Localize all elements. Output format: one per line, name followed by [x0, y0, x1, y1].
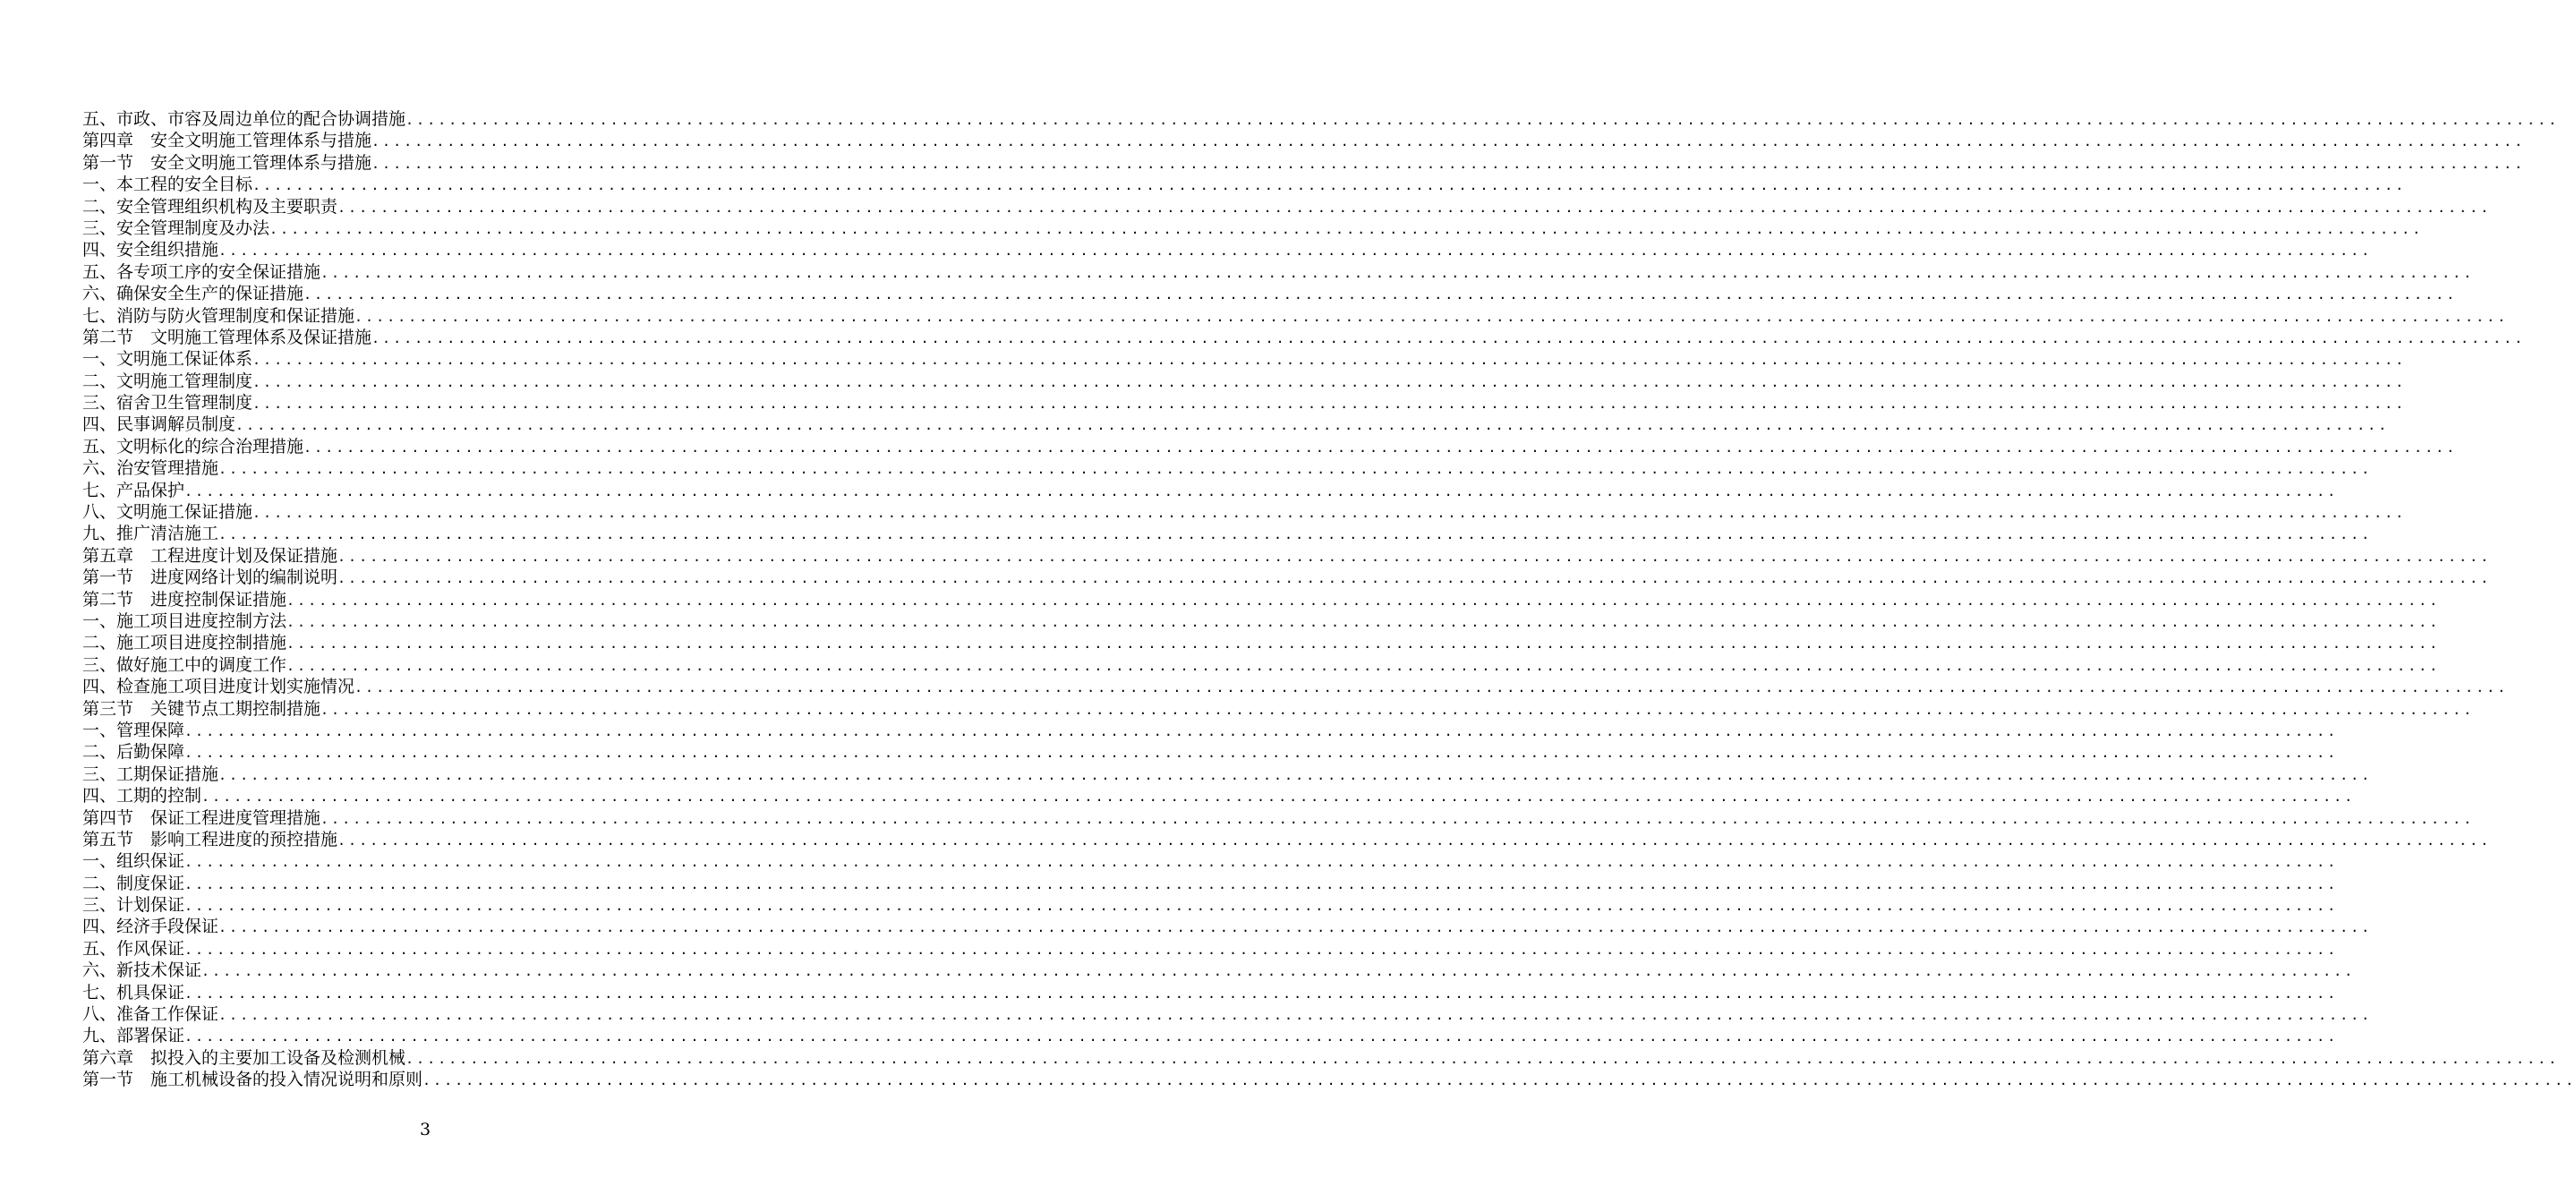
toc-entry	[82, 632, 2441, 653]
toc-dot-leader: ........................................................................................................................................................................................................	[320, 701, 2475, 718]
toc-entry	[82, 174, 2407, 195]
toc-entry-title: 第二节 进度控制保证措施	[82, 589, 287, 610]
toc-entry	[82, 392, 2407, 414]
toc-entry-title: 四、检查施工项目进度计划实施情况	[82, 677, 355, 697]
toc-entry-title: 二、制度保证	[82, 873, 185, 893]
toc-entry-title: 四、安全组织措施	[82, 240, 219, 260]
toc-entry-title: 四、民事调解员制度	[82, 414, 236, 435]
toc-entry	[82, 916, 2373, 937]
toc-dot-leader: ........................................................................................................................................................................................................	[252, 352, 2407, 369]
toc-entry	[82, 982, 2339, 1003]
toc-dot-leader: ........................................................................................................................................................................................................	[286, 613, 2441, 630]
toc-entry	[82, 545, 2492, 567]
page-number: 3	[419, 1120, 431, 1139]
toc-entry	[82, 850, 2339, 872]
toc-dot-leader: ........................................................................................................................................................................................................	[337, 570, 2492, 587]
toc-dot-leader: ........................................................................................................................................................................................................	[218, 461, 2373, 478]
toc-entry-title: 五、作风保证	[82, 938, 185, 959]
toc-entry-title: 一、文明施工保证体系	[82, 349, 253, 370]
toc-dot-leader: ........................................................................................................................................................................................................	[235, 417, 2390, 434]
toc-entry	[82, 676, 2509, 697]
toc-entry-title: 第一节 安全文明施工管理体系与措施	[82, 152, 372, 173]
toc-entry	[82, 305, 2509, 327]
toc-entry-title: 第六章 拟投入的主要加工设备及检测机械	[82, 1047, 406, 1068]
toc-dot-leader: ........................................................................................................................................................................................................	[303, 439, 2458, 456]
toc-entry	[82, 829, 2492, 850]
toc-entry-title: 三、安全管理制度及办法	[82, 218, 270, 238]
toc-entry-title: 三、宿舍卫生管理制度	[82, 393, 253, 414]
toc-entry-title: 第四节 保证工程进度管理措施	[82, 807, 321, 828]
toc-entry-title: 第二节 文明施工管理体系及保证措施	[82, 327, 372, 347]
toc-dot-leader: ........................................................................................................................................................................................................	[371, 329, 2526, 346]
toc-dot-leader: ........................................................................................................................................................................................................	[337, 548, 2492, 565]
table-of-contents	[82, 108, 2576, 1091]
toc-dot-leader: ........................................................................................................................................................................................................	[252, 396, 2407, 413]
toc-entry	[82, 371, 2407, 392]
toc-entry	[82, 501, 2407, 523]
toc-entry-title: 一、管理保障	[82, 720, 185, 740]
toc-entry-title: 三、做好施工中的调度工作	[82, 654, 287, 675]
toc-entry-title: 四、工期的控制	[82, 786, 202, 806]
toc-dot-leader: ........................................................................................................................................................................................................	[269, 220, 2424, 237]
toc-entry	[82, 698, 2475, 720]
toc-entry	[82, 785, 2356, 806]
toc-entry	[82, 807, 2475, 829]
toc-entry	[82, 480, 2339, 501]
toc-entry-title: 九、部署保证	[82, 1026, 185, 1046]
toc-entry	[82, 108, 2560, 130]
toc-entry	[82, 610, 2441, 632]
toc-entry-title: 六、确保安全生产的保证措施	[82, 284, 304, 304]
toc-entry-title: 七、机具保证	[82, 982, 185, 1002]
toc-dot-leader: ........................................................................................................................................................................................................	[184, 482, 2339, 499]
toc-dot-leader: ........................................................................................................................................................................................................	[201, 963, 2356, 980]
toc-entry-title: 七、消防与防火管理制度和保证措施	[82, 305, 355, 326]
toc-entry	[82, 196, 2492, 218]
toc-dot-leader: ........................................................................................................................................................................................................	[371, 133, 2526, 150]
toc-entry	[82, 764, 2373, 785]
toc-entry-title: 五、市政、市容及周边单位的配合协调措施	[82, 109, 406, 129]
toc-entry-title: 二、文明施工管理制度	[82, 371, 253, 391]
toc-entry-title: 八、准备工作保证	[82, 1004, 219, 1025]
toc-entry	[82, 152, 2526, 174]
toc-entry	[82, 327, 2526, 348]
toc-entry-title: 三、计划保证	[82, 895, 185, 916]
toc-dot-leader: ........................................................................................................................................................................................................	[184, 941, 2339, 958]
toc-entry-title: 第五节 影响工程进度的预控措施	[82, 829, 338, 849]
toc-entry	[82, 1003, 2373, 1025]
toc-dot-leader: ........................................................................................................................................................................................................	[422, 1072, 2576, 1089]
toc-entry	[82, 938, 2339, 960]
toc-dot-leader: ........................................................................................................................................................................................................	[337, 832, 2492, 849]
toc-dot-leader: ........................................................................................................................................................................................................	[337, 199, 2492, 216]
toc-entry	[82, 414, 2390, 435]
toc-entry-title: 六、新技术保证	[82, 960, 202, 981]
toc-dot-leader: ........................................................................................................................................................................................................	[184, 985, 2339, 1002]
toc-dot-leader: ........................................................................................................................................................................................................	[252, 177, 2407, 194]
toc-dot-leader: ........................................................................................................................................................................................................	[252, 373, 2407, 390]
toc-entry-title: 二、安全管理组织机构及主要职责	[82, 196, 338, 217]
toc-entry-title: 五、各专项工序的安全保证措施	[82, 261, 321, 282]
toc-dot-leader: ........................................................................................................................................................................................................	[286, 657, 2441, 674]
toc-dot-leader: ........................................................................................................................................................................................................	[184, 745, 2339, 762]
toc-entry	[82, 1025, 2339, 1046]
toc-dot-leader: ........................................................................................................................................................................................................	[405, 1050, 2560, 1067]
toc-dot-leader: ........................................................................................................................................................................................................	[320, 264, 2475, 281]
toc-dot-leader: ........................................................................................................................................................................................................	[286, 636, 2441, 653]
toc-entry-title: 六、治安管理措施	[82, 458, 219, 479]
toc-dot-leader: ........................................................................................................................................................................................................	[218, 766, 2373, 783]
toc-entry	[82, 348, 2407, 370]
toc-dot-leader: ........................................................................................................................................................................................................	[218, 243, 2373, 260]
toc-dot-leader: ........................................................................................................................................................................................................	[303, 286, 2458, 303]
toc-entry	[82, 218, 2424, 239]
toc-dot-leader: ........................................................................................................................................................................................................	[218, 919, 2373, 936]
toc-entry-title: 第五章 工程进度计划及保证措施	[82, 545, 338, 566]
toc-entry	[82, 261, 2475, 283]
toc-dot-leader: ........................................................................................................................................................................................................	[218, 1007, 2373, 1024]
toc-entry	[82, 654, 2441, 676]
toc-entry-title: 第三节 关键节点工期控制措施	[82, 698, 321, 719]
toc-dot-leader: ........................................................................................................................................................................................................	[252, 505, 2407, 522]
toc-entry-title: 一、组织保证	[82, 851, 185, 872]
toc-dot-leader: ........................................................................................................................................................................................................	[286, 592, 2441, 609]
toc-entry	[82, 130, 2526, 151]
toc-entry-title: 第一节 施工机械设备的投入情况说明和原则	[82, 1070, 423, 1090]
toc-entry-title: 五、文明标化的综合治理措施	[82, 436, 304, 456]
toc-entry-title: 第四章 安全文明施工管理体系与措施	[82, 131, 372, 151]
toc-entry-title: 一、施工项目进度控制方法	[82, 610, 287, 631]
toc-entry-title: 三、工期保证措施	[82, 764, 219, 784]
toc-entry-title: 七、产品保护	[82, 480, 185, 500]
toc-entry-title: 二、后勤保障	[82, 742, 185, 763]
toc-entry-title: 四、经济手段保证	[82, 917, 219, 937]
toc-entry	[82, 1047, 2560, 1069]
toc-entry	[82, 960, 2356, 981]
toc-dot-leader: ........................................................................................................................................................................................................	[320, 810, 2475, 827]
toc-entry	[82, 741, 2339, 763]
toc-entry-title: 九、推广清洁施工	[82, 524, 219, 544]
toc-entry	[82, 283, 2458, 304]
toc-dot-leader: ........................................................................................................................................................................................................	[218, 526, 2373, 543]
toc-dot-leader: ........................................................................................................................................................................................................	[184, 898, 2339, 915]
toc-dot-leader: ........................................................................................................................................................................................................	[184, 875, 2339, 892]
toc-dot-leader: ........................................................................................................................................................................................................	[371, 155, 2526, 172]
toc-entry	[82, 567, 2492, 588]
toc-entry	[82, 720, 2339, 741]
toc-entry	[82, 894, 2339, 916]
toc-entry	[82, 436, 2458, 457]
toc-dot-leader: ........................................................................................................................................................................................................	[405, 112, 2560, 128]
toc-dot-leader: ........................................................................................................................................................................................................	[354, 679, 2509, 696]
toc-entry-title: 八、文明施工保证措施	[82, 502, 253, 523]
toc-dot-leader: ........................................................................................................................................................................................................	[184, 854, 2339, 871]
toc-dot-leader: ........................................................................................................................................................................................................	[354, 308, 2509, 325]
toc-entry-title: 一、本工程的安全目标	[82, 175, 253, 195]
toc-entry-title: 二、施工项目进度控制措施	[82, 633, 287, 653]
toc-entry-title: 第一节 进度网络计划的编制说明	[82, 567, 338, 588]
toc-entry	[82, 457, 2373, 479]
toc-dot-leader: ........................................................................................................................................................................................................	[201, 789, 2356, 806]
toc-entry	[82, 239, 2373, 260]
toc-dot-leader: ........................................................................................................................................................................................................	[184, 722, 2339, 739]
toc-dot-leader: ........................................................................................................................................................................................................	[184, 1028, 2339, 1045]
toc-entry	[82, 873, 2339, 894]
toc-entry	[82, 523, 2373, 544]
toc-entry	[82, 589, 2441, 610]
toc-entry	[82, 1069, 2576, 1090]
